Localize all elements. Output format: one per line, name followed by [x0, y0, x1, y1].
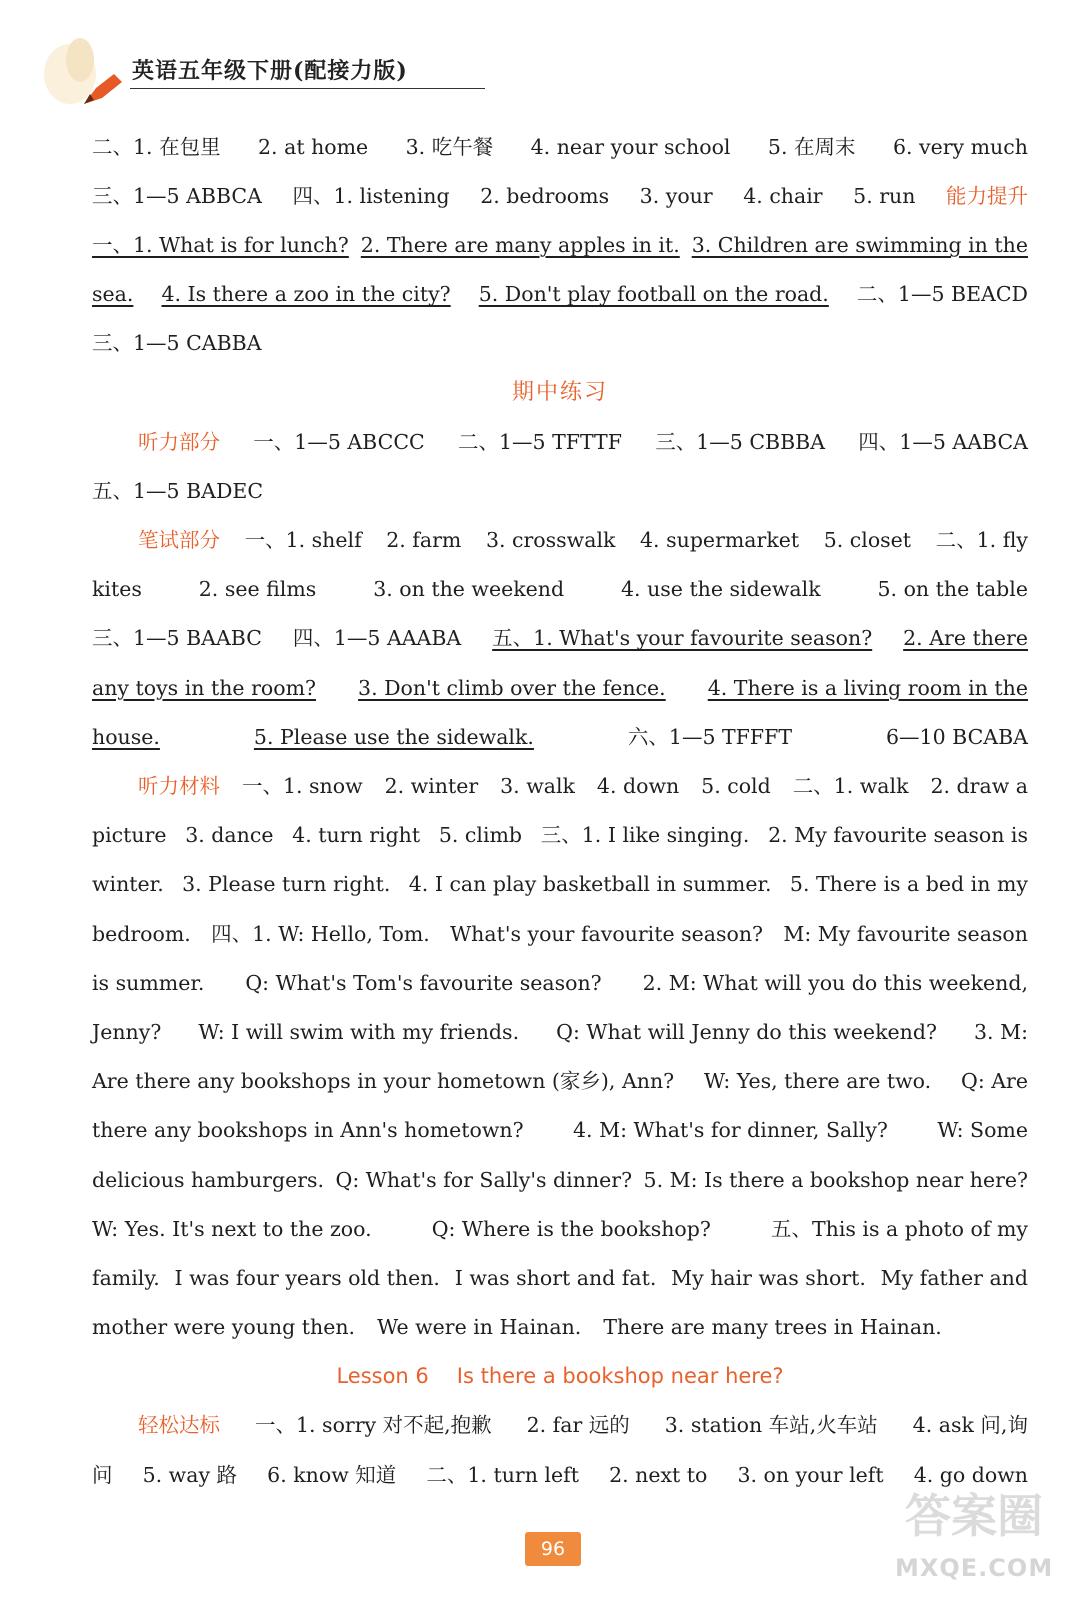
answer-line: kites 2. see films 3. on the weekend 4. use the sidewalk 5. on the table — [92, 577, 1028, 602]
section-label: 轻松达标 — [138, 1413, 220, 1438]
answer-line: 轻松达标 一、1. sorry 对不起,抱歉 2. far 远的 3. station 车站,火车站 4. ask 问,询 — [92, 1401, 1028, 1450]
answer-line: Are there any bookshops in your hometown (家乡), Ann? W: Yes, there are two. Q: Are — [92, 1069, 1028, 1094]
lesson-number: Lesson 6 — [336, 1364, 429, 1389]
answer-line: 听力部分 一、1—5 ABCCC 二、1—5 TFTTF 三、1—5 CBBBA 四、1—5 AABCA — [92, 417, 1028, 466]
answer-line: 五、1—5 BADEC — [92, 478, 264, 503]
answer-line: mother were young then. We were in Hainan. There are many trees in Hainan. — [92, 1315, 942, 1340]
section-label: 笔试部分 — [138, 528, 220, 553]
section-label: 能力提升 — [946, 183, 1028, 208]
watermark — [895, 1468, 1065, 1592]
lesson-title: Is there a bookshop near here? — [456, 1364, 784, 1389]
book-title: 英语五年级下册(配接力版) — [132, 58, 408, 84]
section-title: 期中练习 — [511, 379, 608, 405]
answer-line: there any bookshops in Ann's hometown? 4. M: What's for dinner, Sally? W: Some — [92, 1118, 1028, 1143]
header-underline — [130, 88, 485, 89]
answer-line: picture 3. dance 4. turn right 5. climb 三、1. I like singing. 2. My favourite season is — [92, 823, 1028, 848]
answer-line: bedroom. 四、1. W: Hello, Tom. What's your favourite season? M: My favourite season — [92, 921, 1028, 946]
answer-line: is summer. Q: What's Tom's favourite season? 2. M: What will you do this weekend, — [92, 970, 1028, 995]
answer-line: 听力材料 一、1. snow 2. winter 3. walk 4. down 5. cold 二、1. walk 2. draw a — [92, 761, 1028, 810]
answer-line: family. I was four years old then. I was short and fat. My hair was short. My father and — [92, 1265, 1028, 1290]
page-number: 96 — [525, 1532, 581, 1566]
answer-line: sea. 4. Is there a zoo in the city? 5. Don't play football on the road. 二、1—5 BEACD — [92, 282, 1028, 307]
answer-line: any toys in the room? 3. Don't climb over the fence. 4. There is a living room in the — [92, 675, 1028, 700]
answer-line: winter. 3. Please turn right. 4. I can play basketball in summer. 5. There is a bed in my — [92, 872, 1028, 897]
answer-line: delicious hamburgers. Q: What's for Sally's dinner? 5. M: Is there a bookshop near here? — [92, 1167, 1028, 1192]
lesson-title-line — [92, 1352, 1028, 1401]
watermark-logo: 答案圈 — [905, 1489, 1043, 1543]
answer-line: 问 5. way 路 6. know 知道 二、1. turn left 2. next to 3. on your left 4. go down — [92, 1462, 1028, 1487]
watermark-text: MXQE.COM — [895, 1554, 1054, 1582]
answer-line: 三、1—5 BAABC 四、1—5 AAABA 五、1. What's your favourite season? 2. Are there — [92, 626, 1028, 651]
answer-line: 三、1—5 ABBCA 四、1. listening 2. bedrooms 3. your 4. chair 5. run 能力提升 — [92, 171, 1028, 220]
answer-line: 一、1. What is for lunch? 2. There are many apples in it. 3. Children are swimming in the — [92, 232, 1028, 257]
answer-content — [92, 122, 1028, 1499]
section-label: 听力部分 — [138, 429, 220, 454]
answer-line: W: Yes. It's next to the zoo. Q: Where is the bookshop? 五、This is a photo of my — [92, 1216, 1028, 1241]
answer-line: 二、1. 在包里 2. at home 3. 吃午餐 4. near your school 5. 在周末 6. very much — [92, 134, 1028, 159]
section-label: 听力材料 — [138, 774, 220, 799]
answer-line: 三、1—5 CABBA — [92, 331, 262, 356]
page-header — [40, 30, 500, 110]
answer-line: 笔试部分 一、1. shelf 2. farm 3. crosswalk 4. supermarket 5. closet 二、1. fly — [92, 516, 1028, 565]
pencil-decoration-icon — [40, 30, 130, 110]
answer-line: house. 5. Please use the sidewalk. 六、1—5 TFFFT 6—10 BCABA — [92, 724, 1028, 749]
section-title-line — [92, 368, 1028, 417]
answer-line: Jenny? W: I will swim with my friends. Q: What will Jenny do this weekend? 3. M: — [92, 1019, 1028, 1044]
